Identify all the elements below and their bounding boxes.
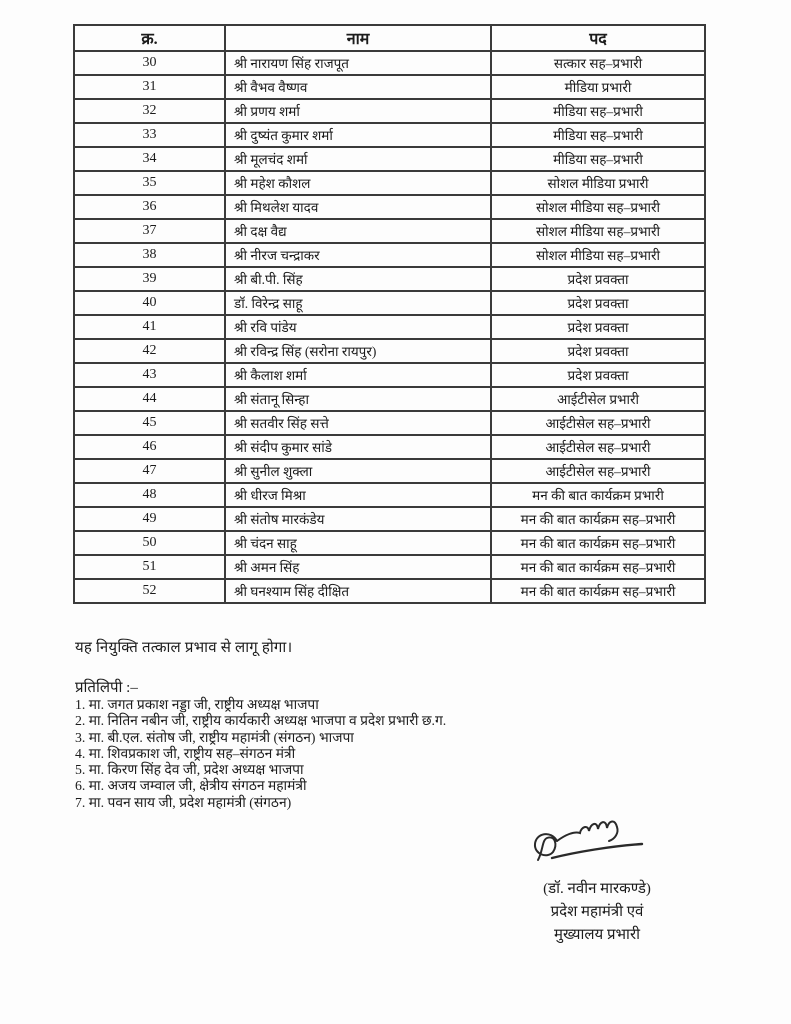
signatory-title-line2: मुख्यालय प्रभारी — [554, 927, 640, 943]
cell-post: आईटीसेल सह–प्रभारी — [491, 411, 705, 435]
cell-name: श्री मिथलेश यादव — [225, 195, 491, 219]
handwritten-signature-icon — [530, 814, 648, 872]
table-row — [74, 51, 705, 75]
cell-post: सत्कार सह–प्रभारी — [491, 51, 705, 75]
table-row — [74, 507, 705, 531]
signatory-block — [487, 878, 707, 947]
table-row — [74, 531, 705, 555]
copy-recipient: 4. मा. शिवप्रकाश जी, राष्ट्रीय सह–संगठन मंत्री — [75, 745, 296, 761]
copies-list — [75, 697, 446, 811]
cell-post: प्रदेश प्रवक्ता — [491, 315, 705, 339]
cell-post: आईटीसेल सह–प्रभारी — [491, 459, 705, 483]
table-row — [74, 123, 705, 147]
cell-name: श्री नीरज चन्द्राकर — [225, 243, 491, 267]
cell-serial: 40 — [74, 291, 225, 315]
effective-immediately-note: यह नियुक्ति तत्काल प्रभाव से लागू होगा। — [75, 640, 293, 656]
table-row — [74, 435, 705, 459]
cell-name: श्री दुष्यंत कुमार शर्मा — [225, 123, 491, 147]
cell-name: श्री महेश कौशल — [225, 171, 491, 195]
copy-recipient: 3. मा. बी.एल. संतोष जी, राष्ट्रीय महामंत्री (संगठन) भाजपा — [75, 729, 354, 745]
cell-name: श्री नारायण सिंह राजपूत — [225, 51, 491, 75]
cell-name: श्री वैभव वैष्णव — [225, 75, 491, 99]
copy-recipient: 1. मा. जगत प्रकाश नड्डा जी, राष्ट्रीय अध्यक्ष भाजपा — [75, 697, 319, 712]
cell-serial: 44 — [74, 387, 225, 411]
cell-serial: 34 — [74, 147, 225, 171]
cell-post: मीडिया सह–प्रभारी — [491, 123, 705, 147]
cell-name: श्री बी.पी. सिंह — [225, 267, 491, 291]
cell-name: डॉ. विरेन्द्र साहू — [225, 291, 491, 315]
signatory-title-line1: प्रदेश महामंत्री एवं — [550, 904, 644, 920]
cell-name: श्री घनश्याम सिंह दीक्षित — [225, 579, 491, 603]
cell-serial: 30 — [74, 51, 225, 75]
cell-name: श्री सतवीर सिंह सत्ते — [225, 411, 491, 435]
header-name: नाम — [225, 25, 491, 51]
cell-post: मन की बात कार्यक्रम प्रभारी — [491, 483, 705, 507]
cell-post: सोशल मीडिया सह–प्रभारी — [491, 219, 705, 243]
table-row — [74, 555, 705, 579]
cell-post: मन की बात कार्यक्रम सह–प्रभारी — [491, 507, 705, 531]
cell-post: सोशल मीडिया सह–प्रभारी — [491, 195, 705, 219]
cell-post: प्रदेश प्रवक्ता — [491, 363, 705, 387]
cell-post: आईटीसेल प्रभारी — [491, 387, 705, 411]
cell-name: श्री कैलाश शर्मा — [225, 363, 491, 387]
cell-serial: 36 — [74, 195, 225, 219]
cell-serial: 38 — [74, 243, 225, 267]
table-row — [74, 483, 705, 507]
cell-post: सोशल मीडिया प्रभारी — [491, 171, 705, 195]
cell-serial: 37 — [74, 219, 225, 243]
table-row — [74, 387, 705, 411]
copy-recipient: 7. मा. पवन साय जी, प्रदेश महामंत्री (संगठन) — [75, 794, 292, 810]
cell-name: श्री रविन्द्र सिंह (सरोना रायपुर) — [225, 339, 491, 363]
cell-serial: 47 — [74, 459, 225, 483]
table-row — [74, 411, 705, 435]
cell-post: प्रदेश प्रवक्ता — [491, 267, 705, 291]
cell-serial: 46 — [74, 435, 225, 459]
cell-post: प्रदेश प्रवक्ता — [491, 291, 705, 315]
header-serial-number: क्र. — [74, 25, 225, 51]
cell-post: मीडिया प्रभारी — [491, 75, 705, 99]
cell-serial: 31 — [74, 75, 225, 99]
signatory-name: (डॉ. नवीन मारकण्डे) — [543, 881, 651, 897]
cell-name: श्री रवि पांडेय — [225, 315, 491, 339]
copy-recipient: 2. मा. नितिन नबीन जी, राष्ट्रीय कार्यकारी अध्यक्ष भाजपा व प्रदेश प्रभारी छ.ग. — [75, 713, 447, 729]
cell-serial: 33 — [74, 123, 225, 147]
cell-post: आईटीसेल सह–प्रभारी — [491, 435, 705, 459]
cell-post: मन की बात कार्यक्रम सह–प्रभारी — [491, 531, 705, 555]
cell-post: सोशल मीडिया सह–प्रभारी — [491, 243, 705, 267]
cell-serial: 52 — [74, 579, 225, 603]
cell-serial: 35 — [74, 171, 225, 195]
cell-serial: 42 — [74, 339, 225, 363]
table-row — [74, 267, 705, 291]
table-row — [74, 579, 705, 603]
table-row — [74, 147, 705, 171]
copy-recipient: 5. मा. किरण सिंह देव जी, प्रदेश अध्यक्ष भाजपा — [75, 762, 304, 778]
table-row — [74, 171, 705, 195]
cell-serial: 43 — [74, 363, 225, 387]
table-row — [74, 291, 705, 315]
table-row — [74, 243, 705, 267]
table-row — [74, 75, 705, 99]
cell-serial: 50 — [74, 531, 225, 555]
table-row — [74, 459, 705, 483]
table-row — [74, 363, 705, 387]
cell-serial: 41 — [74, 315, 225, 339]
copy-recipient: 6. मा. अजय जम्वाल जी, क्षेत्रीय संगठन महामंत्री — [75, 778, 307, 794]
cell-post: मीडिया सह–प्रभारी — [491, 147, 705, 171]
header-post: पद — [491, 25, 705, 51]
cell-name: श्री चंदन साहू — [225, 531, 491, 555]
cell-serial: 51 — [74, 555, 225, 579]
table-row — [74, 195, 705, 219]
cell-post: प्रदेश प्रवक्ता — [491, 339, 705, 363]
cell-name: श्री सुनील शुक्ला — [225, 459, 491, 483]
cell-name: श्री संदीप कुमार सांडे — [225, 435, 491, 459]
cell-name: श्री दक्ष वैद्य — [225, 219, 491, 243]
table-header-row — [74, 25, 705, 51]
table-row — [74, 315, 705, 339]
table-row — [74, 99, 705, 123]
table-row — [74, 219, 705, 243]
cell-serial: 39 — [74, 267, 225, 291]
cell-name: श्री संतानू सिन्हा — [225, 387, 491, 411]
cell-name: श्री मूलचंद शर्मा — [225, 147, 491, 171]
cell-name: श्री प्रणय शर्मा — [225, 99, 491, 123]
appointments-table — [73, 24, 706, 604]
cell-post: मीडिया सह–प्रभारी — [491, 99, 705, 123]
cell-name: श्री अमन सिंह — [225, 555, 491, 579]
cell-name: श्री संतोष मारकंडेय — [225, 507, 491, 531]
cell-post: मन की बात कार्यक्रम सह–प्रभारी — [491, 579, 705, 603]
cell-serial: 48 — [74, 483, 225, 507]
cell-name: श्री धीरज मिश्रा — [225, 483, 491, 507]
cell-serial: 45 — [74, 411, 225, 435]
cell-serial: 49 — [74, 507, 225, 531]
table-row — [74, 339, 705, 363]
copies-label: प्रतिलिपी :– — [75, 680, 138, 696]
cell-serial: 32 — [74, 99, 225, 123]
cell-post: मन की बात कार्यक्रम सह–प्रभारी — [491, 555, 705, 579]
